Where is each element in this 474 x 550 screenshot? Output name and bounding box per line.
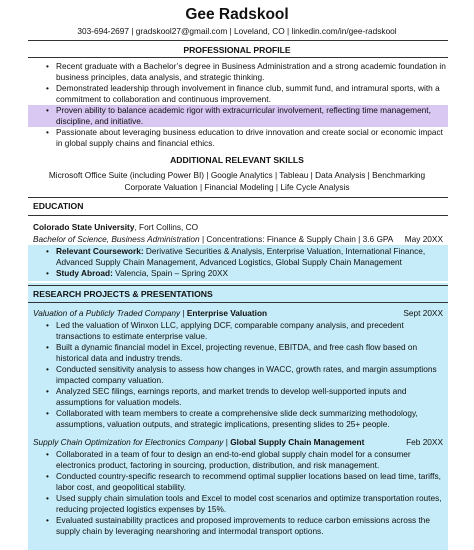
project-bullet: • Collaborated with team members to create a comprehensive slide deck summarizing methodology, assumptions, valuation outputs, and strategic implications, presenting slides to 25+ people. (46, 408, 418, 429)
profile-section (28, 61, 448, 149)
graduation-date: May 20XX (404, 234, 443, 244)
project-bullet: • Conducted sensitivity analysis to assess how changes in WACC, growth rates, and margin assumptions impacted company valuation. (46, 364, 437, 385)
research-heading: RESEARCH PROJECTS & PRESENTATIONS (33, 289, 213, 299)
education-heading: EDUCATION (33, 201, 84, 211)
profile-bullet: • Recent graduate with a Bachelor’s degree in Business Administration and a strong academic foundation in business principles, data analysis, and strategic thinking. (46, 61, 446, 82)
education-divider-bottom (28, 215, 448, 216)
profile-bullet-highlighted: • Proven ability to balance academic rigor with extracurricular involvement, reflecting time management, discipline, and initiative. (28, 105, 448, 127)
project-title: Valuation of a Publicly Traded Company (33, 308, 181, 318)
education-degree-line (33, 234, 443, 245)
project-course: Global Supply Chain Management (230, 437, 365, 447)
project-bullet: • Conducted country-specific research to recommend optimal supplier locations based on lead time, tariffs, labor cost, and geopolitical stability. (46, 471, 441, 492)
education-school-line (33, 222, 443, 233)
school-name: Colorado State University (33, 222, 135, 232)
project-bullet: • Evaluated sustainability practices and proposed improvements to reduce carbon emissions across the supply chain by leveraging nearshoring and intermodal transport options. (46, 515, 431, 536)
project-date: Feb 20XX (406, 437, 443, 447)
project-bullet: • Led the valuation of Winxon LLC, applying DCF, comparable company analysis, and precedent transactions to estimate enterprise value. (46, 320, 404, 341)
research-divider-bottom (28, 302, 448, 303)
project-bullet: • Analyzed SEC filings, earnings reports, and market trends to develop well-supported inputs and assumptions for valuation models. (46, 386, 407, 407)
project-bullet: • Collaborated in a team of four to design an end-to-end global supply chain model for a consumer electronics product, factoring in sourcing, production, distribution, and risk management. (46, 449, 411, 470)
candidate-name: Gee Radskool (185, 6, 289, 23)
header-divider (28, 40, 448, 41)
contact-line: 303-694-2697 | gradskool27@gmail.com | Loveland, CO | linkedin.com/in/gee-radskool (77, 26, 397, 36)
project-bullets (28, 320, 448, 430)
skills-heading: ADDITIONAL RELEVANT SKILLS (170, 155, 304, 165)
profile-heading: PROFESSIONAL PROFILE (183, 45, 291, 55)
skills-line-1: Microsoft Office Suite (including Power BI) | Google Analytics | Tableau | Data Analysis | Benchmarking (48, 170, 426, 180)
project-course: Enterprise Valuation (186, 308, 268, 318)
research-divider-top (28, 285, 448, 286)
project-bullet: • Built a dynamic financial model in Excel, projecting revenue, EBITDA, and free cash flow based on historical data and industry trends. (46, 342, 418, 363)
project-bullets (28, 449, 448, 537)
profile-bullet: • Demonstrated leadership through involvement in finance club, summit fund, and intramural sports, with a commitment to collaboration and continuous improvement. (46, 83, 440, 104)
project-header: Valuation of a Publicly Traded Company | Enterprise Valuation Sept 20XX (33, 308, 443, 318)
project-date: Sept 20XX (403, 308, 443, 318)
concentrations: | Concentrations: Finance & Supply Chain | 3.6 GPA (199, 234, 394, 244)
education-details (28, 245, 448, 281)
coursework-item: • Relevant Coursework: Derivative Securities & Analysis, Enterprise Valuation, International Finance, Advanced Supply Chain Management, Advanced Logistics, Global Supply Chain Management (46, 246, 426, 267)
degree: Bachelor of Science, Business Administration (33, 234, 200, 244)
school-location: , Fort Collins, CO (134, 222, 199, 232)
project-header: Supply Chain Optimization for Electronics Company | Global Supply Chain Management Feb 20XX (33, 437, 443, 447)
skills-line-2: Corporate Valuation | Financial Modeling | Life Cycle Analysis (124, 182, 350, 192)
study-abroad-item: • Study Abroad: Valencia, Spain – Spring 20XX (46, 268, 229, 278)
education-divider-top (28, 197, 448, 198)
profile-divider (28, 57, 448, 58)
project-title: Supply Chain Optimization for Electronics Company (33, 437, 224, 447)
project-bullet: • Used supply chain simulation tools and Excel to model cost scenarios and optimize transportation routes, reducing projected logistics expenses by 15%. (46, 493, 442, 514)
profile-bullet: • Passionate about leveraging business education to drive innovation and create social or economic impact in global supply chains and financial ethics. (46, 127, 443, 148)
